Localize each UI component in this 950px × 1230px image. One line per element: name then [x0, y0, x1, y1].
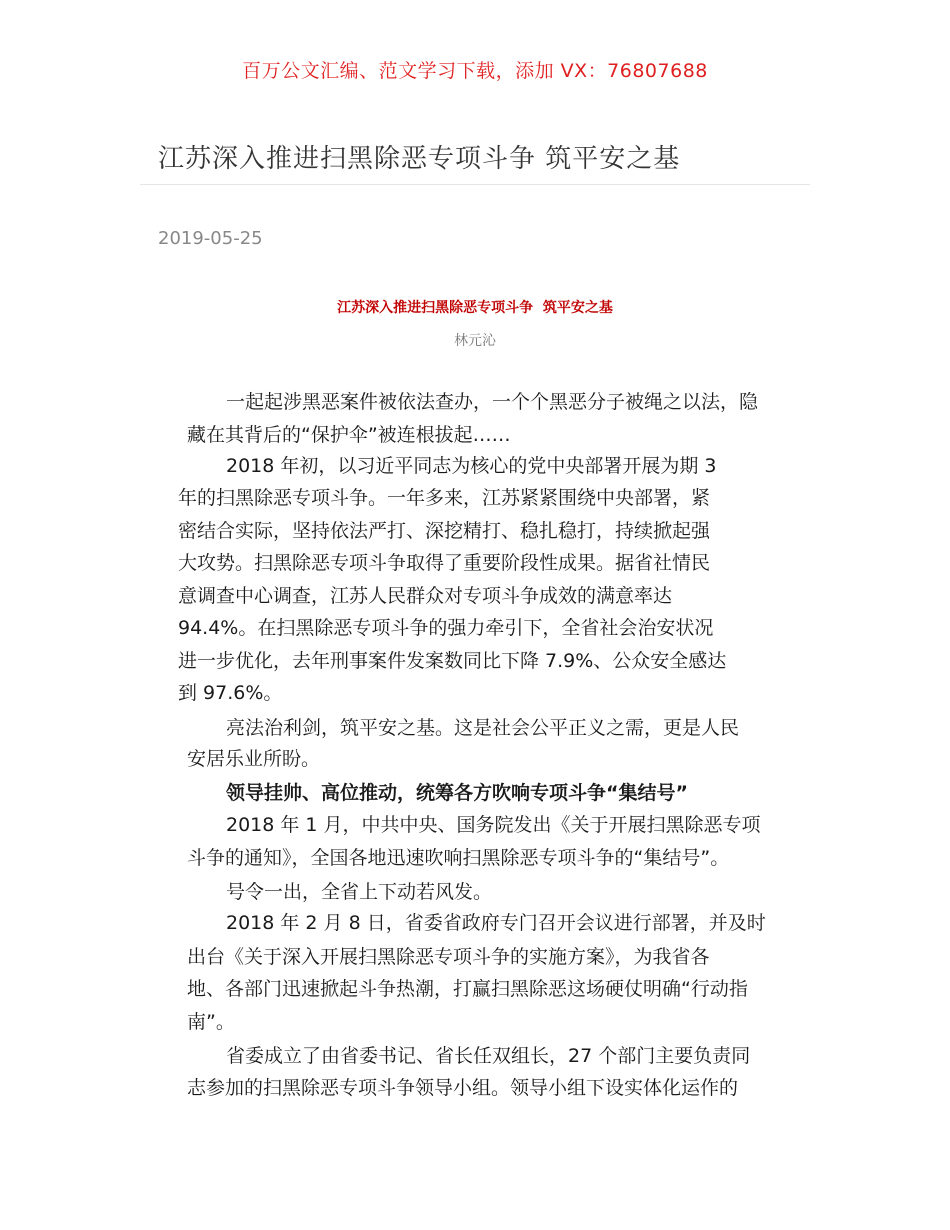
section-heading: 领导挂帅、高位推动，统筹各方吹响专项斗争“集结号” — [226, 782, 688, 804]
article-title: 江苏深入推进扫黑除恶专项斗争 筑平安之基 — [337, 300, 613, 316]
body-line: 到 97.6%。 — [178, 682, 283, 704]
title-divider — [140, 184, 810, 185]
body-line: 地、各部门迅速掀起斗争热潮，打赢扫黑除恶这场硬仗明确“行动指 — [187, 978, 748, 1000]
body-line: 密结合实际，坚持依法严打、深挖精打、稳扎稳打，持续掀起强 — [178, 520, 711, 542]
body-line: 志参加的扫黑除恶专项斗争领导小组。领导小组下设实体化运作的 — [187, 1077, 739, 1099]
body-line: 2018 年初，以习近平同志为核心的党中央部署开展为期 3 — [226, 455, 717, 477]
body-line: 进一步优化，去年刑事案件发案数同比下降 7.9%、公众安全感达 — [178, 650, 727, 672]
body-line: 大攻势。扫黑除恶专项斗争取得了重要阶段性成果。据省社情民 — [178, 552, 711, 574]
body-line: 年的扫黑除恶专项斗争。一年多来，江苏紧紧围绕中央部署，紧 — [178, 487, 711, 509]
body-line: 2018 年 2 月 8 日，省委省政府专门召开会议进行部署，并及时 — [226, 912, 766, 934]
body-line: 意调查中心调查，江苏人民群众对专项斗争成效的满意率达 — [178, 585, 673, 607]
body-line: 藏在其背后的“保护伞”被连根拔起…… — [187, 424, 511, 446]
body-line: 斗争的通知》，全国各地迅速吹响扫黑除恶专项斗争的“集结号”。 — [187, 847, 730, 869]
body-line: 南”。 — [187, 1011, 235, 1033]
body-line: 出台《关于深入开展扫黑除恶专项斗争的实施方案》，为我省各 — [187, 946, 710, 968]
body-line: 省委成立了由省委书记、省长任双组长，27 个部门主要负责同 — [226, 1045, 751, 1067]
page-title: 江苏深入推进扫黑除恶专项斗争 筑平安之基 — [158, 144, 681, 174]
promo-banner: 百万公文汇编、范文学习下载，添加 VX：76807688 — [242, 60, 708, 82]
publish-date: 2019-05-25 — [158, 228, 263, 249]
body-line: 号令一出，全省上下动若风发。 — [226, 881, 493, 903]
article-author: 林元沁 — [454, 333, 496, 349]
body-line: 94.4%。在扫黑除恶专项斗争的强力牵引下，全省社会治安状况 — [178, 617, 714, 639]
body-line: 安居乐业所盼。 — [187, 748, 321, 770]
body-line: 2018 年 1 月，中共中央、国务院发出《关于开展扫黑除恶专项 — [226, 814, 761, 836]
body-line: 亮法治利剑，筑平安之基。这是社会公平正义之需，更是人民 — [226, 717, 740, 739]
body-line: 一起起涉黑恶案件被依法查办，一个个黑恶分子被绳之以法，隐 — [226, 391, 759, 413]
